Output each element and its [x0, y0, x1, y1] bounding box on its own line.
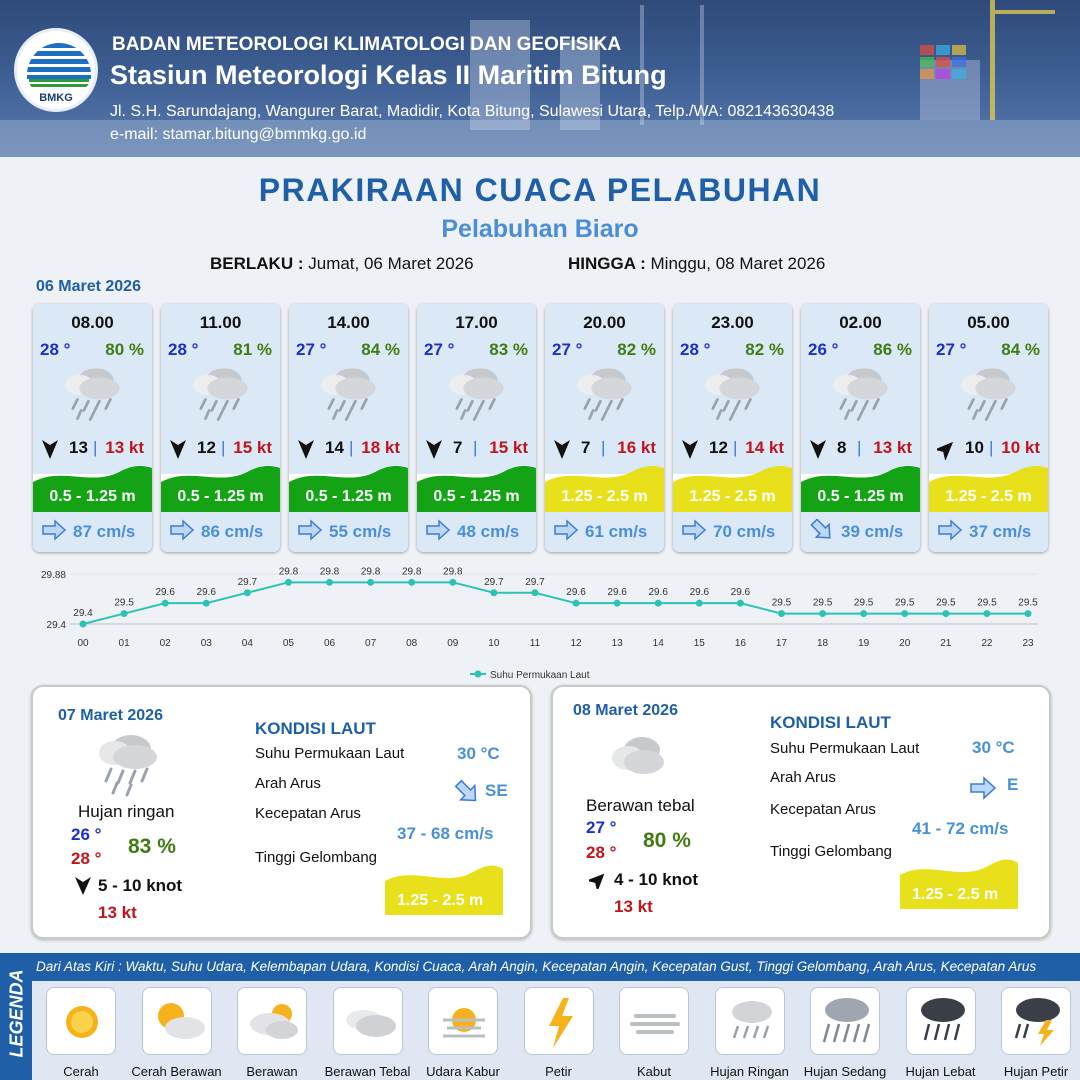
x-tick-label: 03 [200, 638, 212, 649]
day3-kec-label: Kecepatan Arus [770, 801, 876, 818]
day2-wind: 5 - 10 knot [98, 876, 183, 895]
x-tick-label: 12 [570, 638, 582, 649]
day3-kec-value: 41 - 72 cm/s [912, 819, 1009, 838]
day2-kec-value: 37 - 68 cm/s [397, 824, 494, 843]
sst-line-chart [30, 562, 1050, 682]
card-time: 20.00 [583, 313, 626, 332]
data-label: 29.6 [689, 587, 710, 599]
data-label: 29.7 [484, 576, 504, 588]
data-point [162, 600, 169, 607]
hujan-ringan-icon [573, 362, 637, 424]
data-label: 29.6 [196, 587, 216, 599]
legend-item-label: Petir [545, 1064, 572, 1079]
card-time: 14.00 [327, 313, 370, 332]
data-point [121, 610, 128, 617]
y-tick-label: 29.88 [40, 570, 66, 581]
card-wind-speed: 12 [197, 438, 216, 457]
x-tick-label: 16 [734, 638, 746, 649]
hujan-sedang-icon [811, 988, 881, 1056]
x-tick-label: 11 [529, 638, 541, 649]
card-gust: 13 kt [873, 438, 912, 457]
card-temperature: 27 ° [424, 340, 455, 359]
card-current-speed: 48 cm/s [457, 522, 520, 541]
data-label: 29.6 [155, 587, 175, 599]
card-humidity: 80 % [105, 340, 144, 359]
station-address: Jl. S.H. Sarundajang, Wangurer Barat, Madidir, Kota Bitung, Sulawesi Utara, Telp./WA: 082143630438 [110, 103, 835, 120]
card-humidity: 84 % [1001, 340, 1040, 359]
x-tick-label: 08 [406, 638, 418, 649]
day3-tinggi-label: Tinggi Gelombang [770, 843, 893, 860]
x-tick-label: 15 [693, 638, 705, 649]
x-tick-label: 05 [282, 638, 294, 649]
card-wave-height: 0.5 - 1.25 m [177, 488, 264, 505]
forecast-card [417, 304, 536, 552]
data-label: 29.7 [525, 576, 545, 588]
x-tick-label: 02 [159, 638, 171, 649]
cerah-berawan-icon [143, 988, 213, 1056]
card-temperature: 27 ° [552, 340, 583, 359]
wind-direction-icon [297, 440, 315, 460]
hujan-ringan-icon [317, 362, 381, 424]
card-wind-speed: 14 [325, 438, 344, 457]
y-tick-label: 29.4 [46, 620, 66, 631]
data-label: 29.7 [237, 576, 258, 588]
data-point [983, 610, 990, 617]
card-wave-height: 0.5 - 1.25 m [305, 488, 392, 505]
day2-wave-value: 1.25 - 2.5 m [397, 892, 484, 909]
legend-item [333, 987, 403, 1055]
data-point [860, 610, 867, 617]
legend-item-label: Berawan Tebal [324, 1064, 411, 1079]
card-wave-height: 1.25 - 2.5 m [945, 488, 1032, 505]
organization-name: BADAN METEOROLOGI KLIMATOLOGI DAN GEOFISIKA [112, 34, 622, 55]
data-point [531, 589, 538, 596]
card-time: 11.00 [199, 313, 242, 332]
berawan-icon [238, 988, 308, 1056]
day3-sst-label: Suhu Permukaan Laut [770, 740, 920, 757]
legend-item [237, 987, 307, 1055]
bmkg-logo [14, 28, 98, 112]
card-separator: | [221, 438, 226, 457]
card-wave-height: 1.25 - 2.5 m [561, 488, 648, 505]
data-label: 29.5 [977, 597, 997, 609]
legend-item [810, 987, 880, 1055]
legend-item [1001, 987, 1071, 1055]
card-humidity: 86 % [873, 340, 912, 359]
day2-panel [31, 685, 532, 939]
data-label: 29.5 [771, 597, 792, 609]
data-label: 29.5 [1018, 597, 1038, 609]
legend-item-label: Berawan [246, 1064, 298, 1079]
day2-tmax: 28 ° [71, 849, 102, 868]
legend-item [46, 987, 116, 1055]
wind-direction-icon [937, 440, 955, 460]
wind-arrow-icon [75, 877, 91, 895]
udara-kabur-icon [429, 988, 499, 1056]
current-direction-icon [681, 519, 707, 541]
legend-item [715, 987, 785, 1055]
valid-from-value: Jumat, 06 Maret 2026 [308, 254, 474, 273]
hujan-ringan-icon [957, 362, 1021, 424]
card-humidity: 82 % [617, 340, 656, 359]
card-current-speed: 87 cm/s [73, 522, 136, 541]
wind-direction-icon [169, 440, 187, 460]
current-direction-icon [553, 519, 579, 541]
card-separator: | [349, 438, 354, 457]
card-temperature: 28 ° [680, 340, 711, 359]
card-gust: 10 kt [1001, 438, 1040, 457]
card-temperature: 27 ° [936, 340, 967, 359]
card-gust: 15 kt [489, 438, 528, 457]
data-label: 29.8 [360, 566, 381, 578]
card-current-speed: 55 cm/s [329, 522, 392, 541]
legend-series-name: Suhu Permukaan Laut [490, 670, 590, 681]
day3-wind: 4 - 10 knot [614, 870, 699, 889]
card-temperature: 28 ° [40, 340, 71, 359]
x-tick-label: 20 [899, 638, 911, 649]
day2-kondisi-title: KONDISI LAUT [255, 719, 376, 738]
data-point [778, 610, 785, 617]
card-current-speed: 70 cm/s [713, 522, 776, 541]
data-point [614, 600, 621, 607]
card-separator: | [473, 438, 478, 457]
card-separator: | [93, 438, 98, 457]
x-tick-label: 01 [118, 638, 130, 649]
kabut-icon [620, 988, 690, 1056]
data-point [408, 579, 415, 586]
data-point [203, 600, 210, 607]
forecast-card [161, 304, 280, 552]
forecast-card [289, 304, 408, 552]
wind-direction-icon [681, 440, 699, 460]
logo-text: BMKG [39, 92, 73, 104]
x-tick-label: 18 [817, 638, 829, 649]
berawan-tebal-icon [608, 732, 668, 782]
data-label: 29.8 [401, 566, 422, 578]
valid-to-value: Minggu, 08 Maret 2026 [650, 254, 826, 273]
valid-from [210, 254, 474, 274]
day3-tmin: 27 ° [586, 818, 617, 837]
day3-arus-label: Arah Arus [770, 769, 836, 786]
cerah-icon [47, 988, 117, 1056]
data-point [80, 621, 87, 628]
data-label: 29.8 [319, 566, 340, 578]
legend-item [619, 987, 689, 1055]
wind-direction-icon [553, 440, 571, 460]
forecast-card [33, 304, 152, 552]
current-direction-icon [297, 519, 323, 541]
card-wave-height: 0.5 - 1.25 m [433, 488, 520, 505]
card-separator: | [989, 438, 994, 457]
day1-date: 06 Maret 2026 [36, 278, 141, 295]
hujan-petir-icon [1002, 988, 1072, 1056]
current-direction-icon [937, 519, 963, 541]
legend-item [906, 987, 976, 1055]
x-tick-label: 06 [323, 638, 336, 649]
data-point [1025, 610, 1032, 617]
data-point [737, 600, 744, 607]
current-arrow-e-icon [969, 775, 997, 801]
card-time: 05.00 [967, 313, 1010, 332]
data-point [655, 600, 662, 607]
card-gust: 18 kt [361, 438, 400, 457]
wind-direction-icon [425, 440, 443, 460]
valid-to [568, 254, 825, 274]
legend-swatch-dot [475, 671, 482, 678]
day2-gust: 13 kt [98, 903, 137, 922]
data-label: 29.6 [730, 587, 751, 599]
card-separator: | [601, 438, 606, 457]
hujan-ringan-icon [189, 362, 253, 424]
x-tick-label: 00 [77, 638, 89, 649]
station-name: Stasiun Meteorologi Kelas II Maritim Bitung [110, 60, 667, 90]
card-current-speed: 86 cm/s [201, 522, 264, 541]
legend-item [428, 987, 498, 1055]
legend-item-label: Udara Kabur [426, 1064, 500, 1079]
legend-item [524, 987, 594, 1055]
x-tick-label: 19 [858, 638, 870, 649]
card-humidity: 81 % [233, 340, 272, 359]
day2-kec-label: Kecepatan Arus [255, 805, 361, 822]
x-tick-label: 21 [940, 638, 952, 649]
day3-panel [551, 685, 1051, 939]
wind-direction-icon [41, 440, 59, 460]
series-line [83, 582, 1028, 624]
data-label: 29.8 [278, 566, 299, 578]
card-wind-speed: 7 [453, 438, 463, 457]
day2-tmin: 26 ° [71, 825, 102, 844]
day3-gust: 13 kt [614, 897, 653, 916]
data-label: 29.8 [443, 566, 463, 578]
data-label: 29.6 [648, 587, 668, 599]
page-title: PRAKIRAAN CUACA PELABUHAN [258, 172, 822, 208]
data-point [285, 579, 292, 586]
hujan-ringan-icon [61, 362, 125, 424]
hujan-ringan-icon [716, 988, 786, 1056]
card-separator: | [857, 438, 862, 457]
card-humidity: 83 % [489, 340, 528, 359]
card-time: 08.00 [71, 313, 114, 332]
header-banner [0, 0, 1080, 157]
current-arrow-se-icon [453, 779, 481, 805]
port-name: Pelabuhan Biaro [441, 215, 639, 243]
data-point [244, 589, 251, 596]
card-current-speed: 39 cm/s [841, 522, 904, 541]
card-separator: | [733, 438, 738, 457]
data-point [449, 579, 456, 586]
data-point [901, 610, 908, 617]
card-wind-speed: 7 [581, 438, 591, 457]
card-wind-speed: 12 [709, 438, 728, 457]
data-point [367, 579, 374, 586]
card-gust: 16 kt [617, 438, 656, 457]
data-label: 29.6 [566, 587, 586, 599]
x-tick-label: 09 [447, 638, 459, 649]
day3-arus-value: E [1007, 775, 1019, 794]
card-wave-height: 0.5 - 1.25 m [49, 488, 136, 505]
legend-side-bar [0, 953, 32, 1080]
card-time: 02.00 [839, 313, 882, 332]
hourly-forecast-cards [33, 304, 1053, 552]
day3-date: 08 Maret 2026 [573, 702, 678, 719]
data-point [573, 600, 580, 607]
legend-description: Dari Atas Kiri : Waktu, Suhu Udara, Kelembapan Udara, Kondisi Cuaca, Arah Angin, Kecepatan Angin, Kecepatan Gust, Tinggi Gelombang, Arah Arus, Kecepatan Arus [36, 959, 1037, 974]
legend [0, 953, 1080, 1080]
data-label: 29.5 [936, 597, 956, 609]
forecast-card [801, 304, 920, 552]
card-temperature: 26 ° [808, 340, 839, 359]
valid-from-label: BERLAKU : [210, 254, 304, 273]
day2-humidity: 83 % [128, 835, 176, 858]
card-temperature: 27 ° [296, 340, 327, 359]
day3-tmax: 28 ° [586, 843, 617, 862]
card-wind-speed: 8 [837, 438, 847, 457]
data-label: 29.4 [73, 608, 93, 619]
forecast-card [545, 304, 664, 552]
hujan-ringan-icon [445, 362, 509, 424]
data-point [490, 589, 497, 596]
day3-wave-value: 1.25 - 2.5 m [912, 886, 999, 903]
x-tick-label: 07 [365, 638, 377, 649]
legend-item-label: Hujan Sedang [803, 1064, 887, 1079]
legend-item-label: Cerah [63, 1064, 99, 1079]
forecast-card [929, 304, 1048, 552]
berawan-tebal-icon [334, 988, 404, 1056]
day2-sst-value: 30 °C [457, 744, 500, 763]
card-wind-speed: 13 [69, 438, 88, 457]
legend-item-label: Hujan Ringan [710, 1064, 789, 1079]
x-tick-label: 14 [652, 638, 664, 649]
x-tick-label: 04 [241, 638, 253, 649]
card-time: 23.00 [711, 313, 754, 332]
day2-date: 07 Maret 2026 [58, 707, 163, 724]
day2-arus-label: Arah Arus [255, 775, 321, 792]
card-gust: 15 kt [233, 438, 272, 457]
hujan-ringan-icon [829, 362, 893, 424]
data-point [696, 600, 703, 607]
day2-tinggi-label: Tinggi Gelombang [255, 849, 378, 866]
card-wave-height: 0.5 - 1.25 m [817, 488, 904, 505]
x-tick-label: 22 [981, 638, 993, 649]
legend-title: LEGENDA [6, 969, 27, 1058]
card-current-speed: 61 cm/s [585, 522, 648, 541]
wind-arrow-icon [589, 871, 607, 889]
station-email: e-mail: stamar.bitung@bmmkg.go.id [110, 126, 367, 143]
day2-sst-label: Suhu Permukaan Laut [255, 745, 405, 762]
day3-condition: Berawan tebal [586, 796, 695, 815]
legend-item [142, 987, 212, 1055]
x-tick-label: 17 [775, 638, 788, 649]
data-point [326, 579, 333, 586]
forecast-card [673, 304, 792, 552]
data-label: 29.5 [853, 597, 874, 609]
hujan-ringan-icon [701, 362, 765, 424]
x-tick-label: 23 [1022, 638, 1034, 649]
card-gust: 13 kt [105, 438, 144, 457]
legend-item-label: Kabut [637, 1064, 671, 1079]
day3-kondisi-title: KONDISI LAUT [770, 713, 891, 732]
day3-humidity: 80 % [643, 829, 691, 852]
x-tick-label: 13 [611, 638, 623, 649]
hujan-ringan-icon [93, 729, 163, 799]
data-point [942, 610, 949, 617]
data-label: 29.5 [895, 597, 915, 609]
hujan-lebat-icon [907, 988, 977, 1056]
valid-to-label: HINGGA : [568, 254, 646, 273]
card-temperature: 28 ° [168, 340, 199, 359]
legend-item-label: Hujan Petir [1003, 1064, 1069, 1079]
card-current-speed: 37 cm/s [969, 522, 1032, 541]
card-gust: 14 kt [745, 438, 784, 457]
data-label: 29.6 [607, 587, 627, 599]
current-direction-icon [425, 519, 451, 541]
card-wave-height: 1.25 - 2.5 m [689, 488, 776, 505]
day2-arus-value: SE [485, 781, 508, 800]
x-tick-label: 10 [488, 638, 500, 649]
legend-description-bar [32, 953, 1080, 981]
card-time: 17.00 [455, 313, 498, 332]
current-direction-icon [41, 519, 67, 541]
card-humidity: 82 % [745, 340, 784, 359]
day2-condition: Hujan ringan [78, 802, 175, 821]
legend-item-label: Hujan Lebat [905, 1064, 976, 1079]
petir-icon [525, 988, 595, 1056]
card-humidity: 84 % [361, 340, 400, 359]
day3-sst-value: 30 °C [972, 738, 1015, 757]
legend-item-label: Cerah Berawan [131, 1064, 222, 1079]
current-direction-icon [809, 519, 835, 541]
card-wind-speed: 10 [965, 438, 984, 457]
wind-direction-icon [809, 440, 827, 460]
data-label: 29.5 [812, 597, 833, 609]
current-direction-icon [169, 519, 195, 541]
data-label: 29.5 [114, 597, 134, 609]
data-point [819, 610, 826, 617]
